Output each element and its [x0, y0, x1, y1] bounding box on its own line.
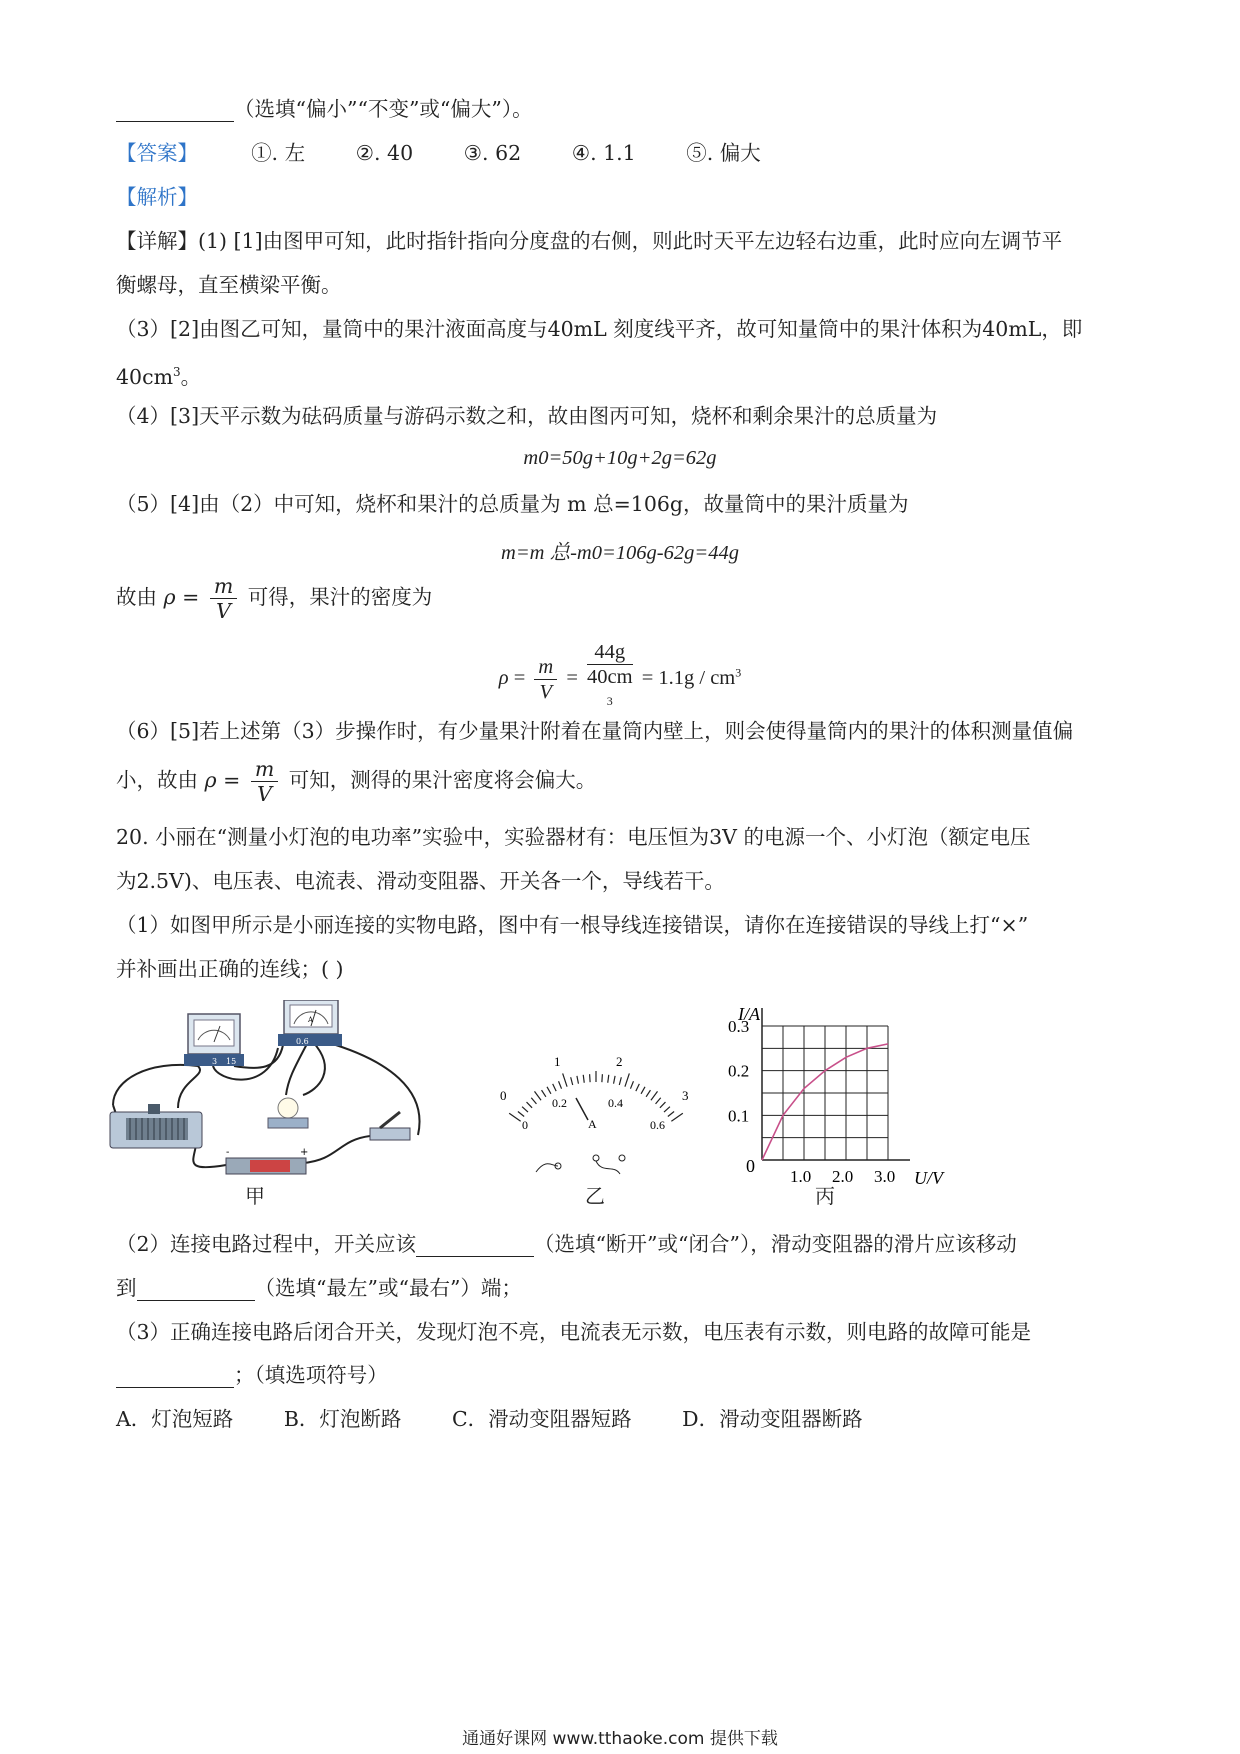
option-d[interactable]: D．滑动变阻器断路 [682, 1407, 863, 1431]
meter-tick [602, 1074, 603, 1082]
detail-line: 小，故由 ρ = $\frac{m}{V}$ 可知，测得的果汁密度将会偏大。 [116, 757, 597, 806]
rheostat-icon [110, 1104, 202, 1148]
question-20-sub3: （3）正确连接电路后闭合开关，发现灯泡不亮，电流表无示数，电压表有示数，则电路的故障可能是 [116, 1320, 1032, 1344]
svg-text:0: 0 [500, 1088, 507, 1103]
question-20-sub3-blank: ；（填选项符号） [116, 1362, 388, 1388]
density-equation: ρ = $\frac{m}{V}$ = 44g 40cm $^3$ = $1.1g / cm^3$ [498, 641, 742, 708]
meter-tick [547, 1087, 551, 1094]
lightbulb-icon [268, 1098, 308, 1128]
meter-tick [625, 1073, 629, 1086]
battery-icon [226, 1147, 308, 1174]
y-tick-label: 0.3 [728, 1017, 750, 1036]
option-c[interactable]: C．滑动变阻器短路 [451, 1407, 632, 1431]
fraction-m-over-v: $\frac{m}{V}$ [210, 574, 237, 623]
meter-tick [559, 1081, 562, 1088]
meter-tick [608, 1075, 609, 1083]
meter-tick [656, 1098, 661, 1104]
y-tick-label: 0.2 [728, 1061, 750, 1081]
answer-blank[interactable] [116, 99, 234, 122]
svg-text:0.6: 0.6 [296, 1037, 309, 1046]
question-20-sub2: （2）连接电路过程中，开关应该 （选填“断开”或“闭合”），滑动变阻器的滑片应该移动 [116, 1232, 1017, 1256]
analysis-label: 【解析】 [116, 185, 198, 209]
meter-tick [522, 1107, 528, 1112]
meter-tick [563, 1073, 567, 1086]
meter-tick [542, 1090, 546, 1097]
answer-label: 【答案】 [116, 141, 198, 165]
voltmeter-icon [184, 1014, 244, 1066]
svg-text:-: - [226, 1147, 230, 1158]
answer-row [116, 140, 805, 166]
x-tick-label: 3.0 [874, 1167, 896, 1186]
x-axis-label: U/V [914, 1168, 943, 1188]
slider-answer-blank[interactable] [137, 1278, 255, 1301]
svg-text:2: 2 [616, 1054, 623, 1069]
meter-tick [668, 1112, 674, 1117]
svg-text:0: 0 [522, 1118, 528, 1132]
option-a[interactable]: A．灯泡短路 [116, 1407, 234, 1431]
question-20-line: 20. 小丽在“测量小灯泡的电功率”实验中，实验器材有：电压恒为3V 的电源一个、小灯泡（额定电压 [116, 825, 1031, 849]
option-row [116, 1406, 907, 1432]
meter-tick [518, 1112, 524, 1117]
meter-tick [571, 1077, 573, 1085]
meter-tick [583, 1075, 584, 1083]
detail-line: $40cm^3$。 [116, 364, 202, 389]
meter-tick [509, 1113, 520, 1121]
svg-text:A: A [588, 1117, 597, 1131]
svg-text:0.4: 0.4 [608, 1096, 623, 1110]
detail-line: 衡螺母，直至横梁平衡。 [116, 273, 342, 297]
meter-tick [646, 1090, 650, 1097]
detail-line: （3）[2]由图乙可知，量筒中的果汁液面高度与40mL 刻度线平齐，故可知量筒中的果汁体积为40mL，即 [116, 317, 1083, 341]
meter-tick [553, 1084, 556, 1091]
answer-item: ③. 62 [463, 141, 522, 165]
svg-text:15: 15 [226, 1057, 237, 1066]
y-tick-label: 0.1 [728, 1106, 750, 1126]
meter-tick [660, 1102, 666, 1108]
meter-tick [630, 1081, 633, 1088]
svg-text:3: 3 [212, 1057, 218, 1066]
question-20-line: （1）如图甲所示是小丽连接的实物电路，图中有一根导线连接错误，请你在连接错误的导线上打“×” [116, 913, 1029, 937]
figure-caption-yi: 乙 [585, 1184, 605, 1208]
fill-in-line: （选填“偏小”“不变”或“偏大”）。 [116, 96, 533, 122]
detail-line: （6）[5]若上述第（3）步操作时，有少量果汁附着在量筒内壁上，则会使得量筒内的果汁的体积测量值偏 [116, 719, 1074, 743]
fault-answer-blank[interactable] [116, 1365, 234, 1388]
meter-tick [590, 1074, 591, 1082]
svg-text:A: A [308, 1016, 314, 1024]
figure-caption-jia: 甲 [245, 1184, 265, 1208]
question-20-sub2-cont: 到 （选填“最左”或“最右”）端； [116, 1276, 522, 1300]
equation-m0: m0=50g+10g+2g=62g [523, 447, 717, 469]
footer: 通通好课网 www.tthaoke.com 提供下载 [462, 1729, 778, 1749]
meter-tick [641, 1087, 645, 1094]
meter-tick [577, 1076, 579, 1084]
meter-tick [636, 1084, 639, 1091]
density-formula-line: 故由 ρ = $\frac{m}{V}$ 可得，果汁的密度为 [116, 574, 433, 623]
detail-line: （5）[4]由（2）中可知，烧杯和果汁的总质量为 m 总=106g，故量筒中的果汁质量为 [116, 492, 909, 516]
svg-text:+: + [300, 1147, 309, 1158]
meter-tick [671, 1113, 682, 1121]
svg-text:0.2: 0.2 [552, 1096, 567, 1110]
meter-tick [651, 1091, 658, 1100]
meter-tick [664, 1107, 670, 1112]
meter-tick [614, 1076, 616, 1084]
svg-text:1: 1 [554, 1054, 561, 1069]
question-20-line: 并补画出正确的连线；( ) [116, 957, 344, 981]
question-20-line: 为2.5V)、电压表、电流表、滑动变阻器、开关各一个，导线若干。 [116, 869, 725, 893]
meter-tick [531, 1098, 536, 1104]
answer-item: ①. 左 [251, 141, 306, 165]
figure-caption-bing: 丙 [815, 1184, 835, 1208]
detail-line: 【详解】(1) [1]由图甲可知，此时指针指向分度盘的右侧，则此时天平左边轻右边重，此时应向左调节平 [116, 229, 1063, 253]
svg-text:3: 3 [682, 1088, 689, 1103]
ammeter-dial-figure [496, 1054, 696, 1194]
circuit-figure [108, 1000, 490, 1210]
switch-icon [370, 1112, 410, 1140]
answer-item: ⑤. 偏大 [686, 141, 761, 165]
svg-text:0.6: 0.6 [650, 1118, 665, 1132]
answer-item: ②. 40 [355, 141, 414, 165]
ammeter-icon [278, 1000, 342, 1046]
meter-needle [576, 1098, 588, 1120]
origin-label: 0 [746, 1156, 755, 1176]
option-b[interactable]: B．灯泡断路 [283, 1407, 402, 1431]
switch-answer-blank[interactable] [416, 1234, 534, 1257]
meter-tick [619, 1077, 621, 1085]
meter-tick [534, 1091, 541, 1100]
x-tick-label: 1.0 [790, 1167, 812, 1186]
answer-item: ④. 1.1 [571, 141, 636, 165]
equation-m: m=m 总-m0=106g-62g=44g [501, 542, 739, 564]
detail-line: （4）[3]天平示数为砝码质量与游码示数之和，故由图丙可知，烧杯和剩余果汁的总质量为 [116, 404, 938, 428]
y-axis-label: I/A [738, 1004, 760, 1024]
x-tick-label: 2.0 [832, 1167, 854, 1186]
iu-chart [722, 1000, 962, 1200]
meter-tick [527, 1102, 533, 1108]
